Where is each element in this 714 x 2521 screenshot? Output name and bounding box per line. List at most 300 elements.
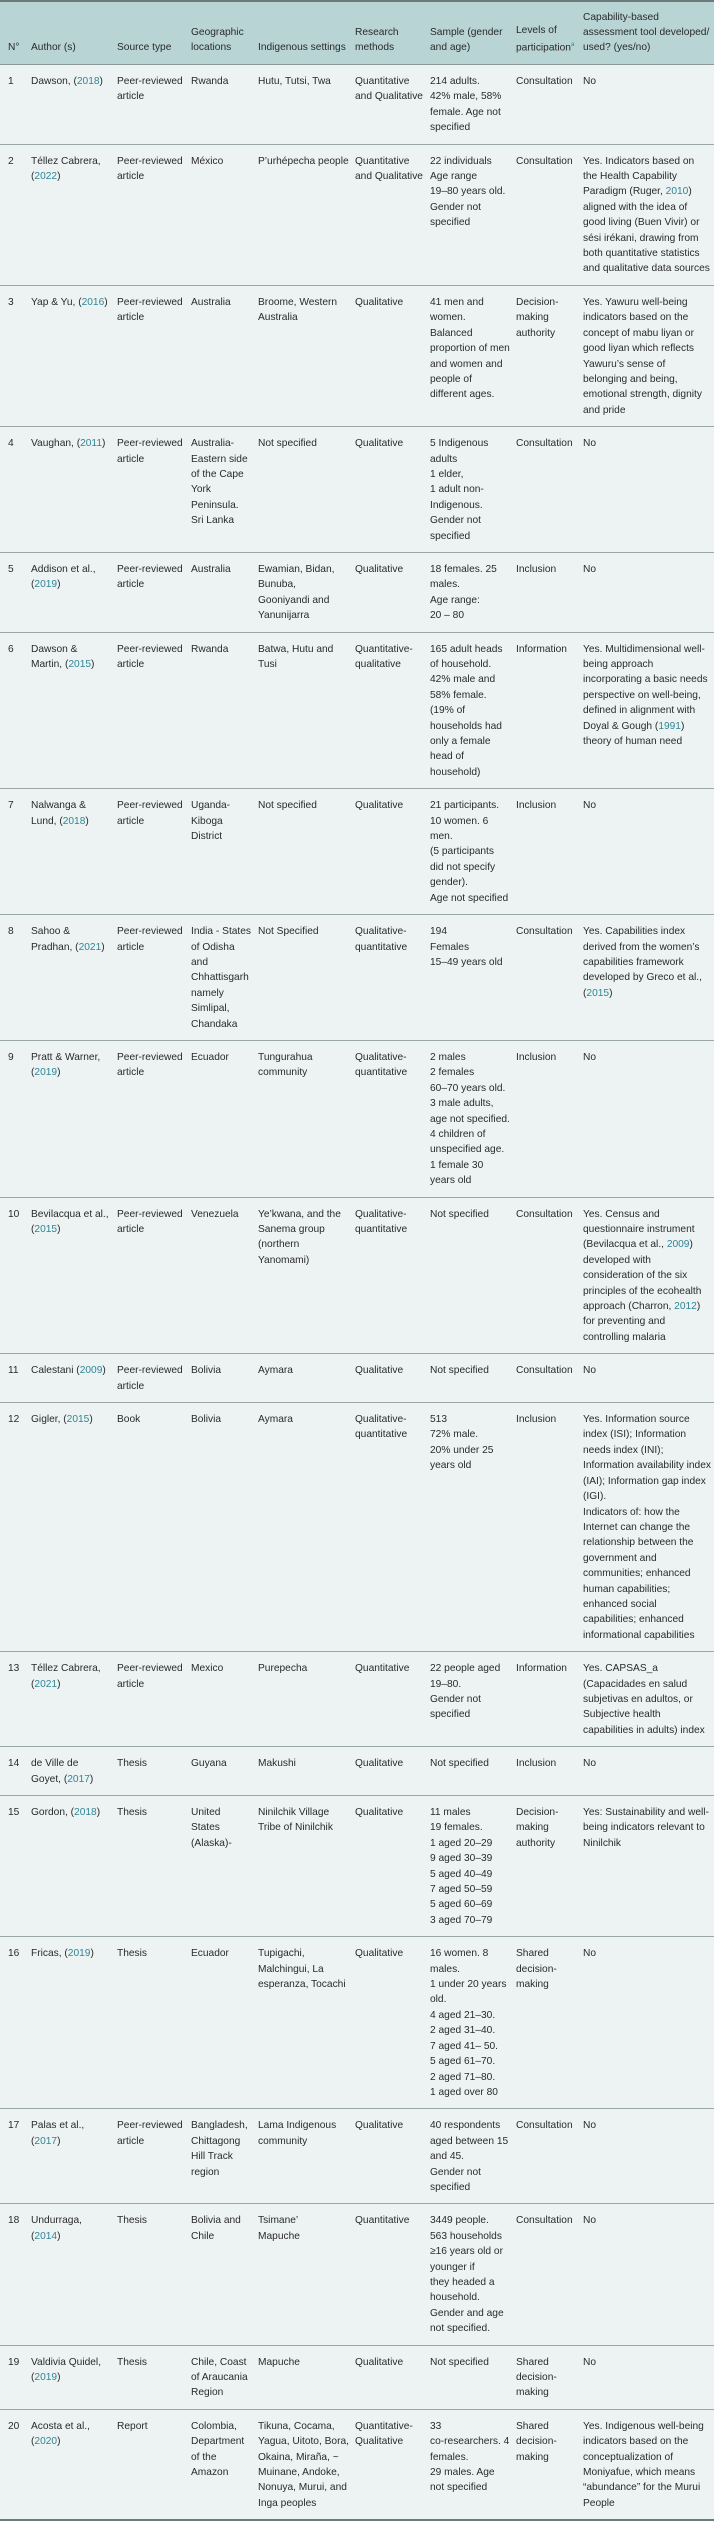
citation-year-link[interactable]: 2019: [67, 1948, 91, 1960]
indigenous-settings-cell: Broome, Western Australia: [255, 285, 352, 426]
research-methods-cell: Qualitative: [352, 1796, 427, 1937]
sample-cell: 513 72% male. 20% under 25 years old: [427, 1403, 513, 1652]
geographic-location-cell: India - States of Odisha and Chhattisgarh namely Simlipal, Chandaka: [188, 915, 255, 1041]
author-text: Téllez Cabrera, (: [31, 1663, 101, 1690]
author-cell: [28, 2109, 114, 2204]
level-of-participation-cell: Consultation: [513, 2109, 580, 2204]
research-methods-cell: Qualitative-quantitative: [352, 1197, 427, 1354]
row-number-cell: 5: [0, 552, 28, 632]
source-type-cell: Thesis: [114, 1796, 188, 1937]
author-text: Undurraga, (: [31, 2215, 82, 2242]
citation-year-link[interactable]: 2015: [34, 1224, 58, 1235]
author-text: ): [96, 1807, 101, 1818]
geographic-location-cell: Australia-Eastern side of the Cape York Peninsula. Sri Lanka: [188, 427, 255, 553]
sample-cell: 194 Females 15–49 years old: [427, 915, 513, 1041]
capability-tool-cell: [580, 2204, 714, 2345]
author-text: ): [102, 438, 106, 450]
tool-text: No: [583, 1758, 597, 1770]
capability-tool-cell: [580, 2345, 714, 2409]
citation-year-link[interactable]: 2017: [34, 2135, 58, 2147]
header-sample: Sample (gender and age): [427, 1, 513, 65]
author-cell: [28, 144, 114, 285]
tool-text: Yes. Capabilities index derived from the women’s capabilities framework developed by Greco et al., (: [583, 926, 702, 999]
geographic-location-cell: Guyana: [188, 1747, 255, 1796]
row-number-cell: 8: [0, 915, 28, 1041]
footnote-marker[interactable]: a: [570, 41, 575, 48]
sample-cell: 33 co-researchers. 4 females. 29 males. Age not specified: [430, 2420, 510, 2494]
sample-cell: 22 individuals Age range 19–80 years old. Gender not specified: [427, 144, 513, 285]
research-methods-cell: Quantitative-Qualitative: [355, 2420, 413, 2448]
author-text: ): [57, 579, 61, 591]
level-of-participation-cell: Consultation: [513, 1197, 580, 1354]
level-of-participation-cell: Inclusion: [513, 789, 580, 915]
source-type-cell: Peer-reviewed article: [114, 552, 188, 632]
tool-text: ) developed with consideration of the six principles of the ecohealth approach (Charron,: [583, 1239, 702, 1313]
row-number-cell: 19: [0, 2345, 28, 2409]
capability-tool-cell: [580, 1354, 714, 1403]
author-text: ): [102, 1365, 106, 1377]
tool-text: No: [583, 2356, 597, 2368]
level-of-participation-cell: Consultation: [513, 1354, 580, 1403]
table-row: [0, 1354, 714, 1403]
author-text: Fricas, (: [31, 1948, 68, 1960]
tool-text: Yes. Census and questionnaire instrument (Bevilacqua et al.,: [583, 1208, 695, 1251]
author-text: ): [57, 1678, 61, 1690]
author-text: Téllez Cabrera, (: [31, 155, 101, 183]
level-of-participation-cell: Inclusion: [513, 552, 580, 632]
indigenous-settings-cell: Hutu, Tutsi, Twa: [255, 65, 352, 145]
capability-tool-cell: [580, 1040, 714, 1197]
research-methods-cell: Qualitative: [352, 2109, 427, 2204]
header-research-methods: Research methods: [352, 1, 427, 65]
geographic-location-cell: Uganda-Kiboga District: [188, 789, 255, 915]
citation-year-link[interactable]: 2019: [34, 579, 58, 591]
tool-text: No: [583, 76, 597, 87]
author-text: Pratt & Warner, (: [31, 1051, 101, 1079]
citation-year-link[interactable]: 2014: [34, 2230, 58, 2242]
capability-tool-cell: [580, 2109, 714, 2204]
author-cell: [28, 789, 114, 915]
author-cell: [28, 1403, 114, 1652]
author-text: ): [57, 2230, 61, 2242]
author-text: Palas et al., (: [31, 2120, 85, 2147]
capability-tool-cell: [580, 427, 714, 553]
table-row: [0, 285, 714, 426]
research-methods-cell: Qualitative-quantitative: [352, 1040, 427, 1197]
author-text: Vaughan, (: [31, 438, 81, 450]
row-number-cell: 15: [0, 1796, 28, 1937]
author-text: ): [90, 1948, 94, 1960]
source-type-cell: Peer-reviewed article: [114, 1197, 188, 1354]
source-type-cell: Book: [114, 1403, 188, 1652]
author-cell: [28, 552, 114, 632]
sample-cell: 40 respondents aged between 15 and 45. Gender not specified: [427, 2109, 513, 2204]
author-cell: [28, 1937, 114, 2109]
capability-tool-cell: [580, 144, 714, 285]
source-type-cell: Thesis: [114, 1937, 188, 2109]
citation-year-link[interactable]: 2015: [586, 987, 610, 999]
capability-tool-cell: [580, 1403, 714, 1652]
geographic-location-cell: Bolivia: [188, 1403, 255, 1652]
sample-cell: 18 females. 25 males. Age range: 20 – 80: [427, 552, 513, 632]
sample-cell: Not specified: [427, 2345, 513, 2409]
sample-cell: 2 males 2 females 60–70 years old. 3 male adults, age not specified. 4 children of unspecified age. 1 female 30 years old: [427, 1040, 513, 1197]
author-text: Dawson & Martin, (: [31, 643, 78, 670]
author-text: Bevilacqua et al., (: [31, 1208, 109, 1235]
indigenous-settings-cell: Not specified: [255, 427, 352, 553]
tool-text: ) for preventing and controlling malaria: [583, 1301, 701, 1343]
author-text: ): [57, 171, 61, 183]
author-cell: [28, 2204, 114, 2345]
capability-tool-cell: [580, 915, 714, 1041]
tool-text: No: [583, 2215, 597, 2227]
sample-cell: 165 adult heads of household. 42% male and 58% female. (19% of households had only a female head of household): [427, 632, 513, 789]
capability-tool-cell: [580, 1747, 714, 1796]
table-row: [0, 1652, 714, 1747]
tool-text: No: [583, 1365, 597, 1377]
citation-year-link[interactable]: 2019: [34, 1067, 58, 1079]
indigenous-settings-cell: Tupigachi, Malchingui, La esperanza, Tocachi: [255, 1937, 352, 2109]
source-type-cell: Thesis: [114, 2204, 188, 2345]
author-text: Calestani (: [31, 1365, 80, 1377]
level-of-participation-cell: Shared decision-making: [513, 2345, 580, 2409]
tool-text: No: [583, 1051, 597, 1063]
tool-text: No: [583, 563, 597, 575]
citation-year-link[interactable]: 1991: [658, 720, 681, 732]
table-row: [0, 2409, 714, 2520]
table-row: [0, 2109, 714, 2204]
author-cell: [28, 1652, 114, 1747]
author-text: Gigler, (: [31, 1414, 67, 1426]
capability-tool-cell: [580, 1197, 714, 1354]
row-number-cell: 20: [8, 2420, 20, 2432]
author-cell: [28, 2345, 114, 2409]
geographic-location-cell: Rwanda: [188, 65, 255, 145]
level-of-participation-cell: Information: [513, 1652, 580, 1747]
row-number-cell: 16: [0, 1937, 28, 2109]
author-text: ): [57, 1224, 61, 1235]
tool-text: Yes. CAPSAS_a (Capacidades en salud subjetivas en adultos, or Subjective health capabilities in adults) index: [583, 1663, 705, 1736]
tool-text: No: [583, 800, 597, 812]
research-methods-cell: Quantitative: [352, 1652, 427, 1747]
source-type-cell: Thesis: [114, 1747, 188, 1796]
source-type-cell: Peer-reviewed article: [114, 144, 188, 285]
sample-cell: 11 males 19 females. 1 aged 20–29 9 aged 30–39 5 aged 40–49 7 aged 50–59 5 aged 60–69 3 aged 70–79: [427, 1796, 513, 1937]
citation-year-link[interactable]: 2018: [62, 815, 86, 827]
citation-year-link[interactable]: 2015: [66, 1414, 90, 1426]
table-row: [0, 2204, 714, 2345]
source-type-cell: Peer-reviewed article: [114, 285, 188, 426]
indigenous-settings-cell: Lama Indigenous community: [255, 2109, 352, 2204]
geographic-location-cell: Mexico: [188, 1652, 255, 1747]
indigenous-settings-cell: Tungurahua community: [255, 1040, 352, 1197]
indigenous-settings-cell: Aymara: [255, 1403, 352, 1652]
sample-cell: 16 women. 8 males. 1 under 20 years old. 4 aged 21–30. 2 aged 31–40. 7 aged 41– 50. 5 aged 61–70. 2 aged 71–80. 1 aged over 80: [427, 1937, 513, 2109]
indigenous-settings-cell: P’urhépecha people: [255, 144, 352, 285]
table-row: [0, 1197, 714, 1354]
author-text: ): [89, 1414, 93, 1426]
tool-text: ): [609, 987, 613, 999]
table-row: [0, 632, 714, 789]
research-methods-cell: Qualitative: [352, 285, 427, 426]
research-methods-cell: Quantitative: [352, 2204, 427, 2345]
geographic-location-cell: Bolivia and Chile: [188, 2204, 255, 2345]
geographic-location-cell: Bangladesh, Chittagong Hill Track region: [188, 2109, 255, 2204]
research-methods-cell: Qualitative: [352, 1354, 427, 1403]
row-number-cell: 2: [0, 144, 28, 285]
header-capability-tool: Capability-based assessment tool developed/ used? (yes/no): [580, 1, 714, 65]
row-number-cell: 3: [0, 285, 28, 426]
table-body: [0, 65, 714, 2521]
author-text: ): [89, 1773, 94, 1785]
author-text: ): [57, 2135, 61, 2147]
author-cell: [28, 1796, 114, 1937]
tool-text: Yes: Sustainability and well-being indicators relevant to Ninilchik: [583, 1807, 709, 1849]
capability-tool-cell: [580, 2409, 714, 2520]
geographic-location-cell: United States (Alaska)-: [188, 1796, 255, 1937]
source-type-cell: Peer-reviewed article: [114, 915, 188, 1041]
geographic-location-cell: Australia: [188, 552, 255, 632]
geographic-location-cell: Bolivia: [188, 1354, 255, 1403]
author-cell: [28, 1040, 114, 1197]
sample-cell: 5 Indigenous adults 1 elder, 1 adult non-Indigenous. Gender not specified: [427, 427, 513, 553]
author-text: Yap & Yu, (: [31, 296, 82, 308]
geographic-location-cell: México: [188, 144, 255, 285]
research-methods-cell: Quantitative and Qualitative: [352, 144, 427, 285]
research-methods-cell: Qualitative: [352, 427, 427, 553]
author-cell: [28, 1197, 114, 1354]
table-row: [0, 2345, 714, 2409]
capability-tool-cell: [580, 65, 714, 145]
geographic-location-cell: Ecuador: [188, 1937, 255, 2109]
row-number-cell: 1: [0, 65, 28, 145]
research-methods-cell: Qualitative-quantitative: [352, 915, 427, 1041]
geographic-location-cell: Colombia, Department of the Amazon: [191, 2420, 245, 2479]
capability-tool-cell: [580, 1937, 714, 2109]
indigenous-settings-cell: Ye’kwana, and the Sanema group (northern Yanomami): [255, 1197, 352, 1354]
level-of-participation-cell: Inclusion: [513, 1403, 580, 1652]
tool-text: Yes. Indicators based on the Health Capability Paradigm (Ruger,: [583, 155, 695, 198]
research-methods-cell: Qualitative: [352, 552, 427, 632]
table-row: [0, 427, 714, 553]
author-text: ): [104, 296, 108, 308]
citation-year-link[interactable]: 2011: [80, 438, 102, 450]
row-number-cell: 13: [0, 1652, 28, 1747]
research-methods-cell: Quantitative and Qualitative: [352, 65, 427, 145]
author-cell: [28, 427, 114, 553]
author-text: ): [57, 1067, 61, 1079]
author-text: ): [57, 2436, 61, 2448]
source-type-cell: Peer-reviewed article: [114, 1040, 188, 1197]
level-of-participation-cell: Consultation: [513, 427, 580, 553]
source-type-cell: Peer-reviewed article: [114, 65, 188, 145]
sample-cell: 3449 people. 563 households ≥16 years old or younger if they headed a household. Gender and age not specified.: [427, 2204, 513, 2345]
citation-year-link[interactable]: 2022: [34, 171, 58, 183]
level-of-participation-cell: Inclusion: [513, 1040, 580, 1197]
indigenous-settings-cell: Not Specified: [255, 915, 352, 1041]
citation-year-link[interactable]: 2009: [666, 1239, 690, 1251]
table-row: [0, 552, 714, 632]
author-text: Dawson, (: [31, 76, 77, 87]
capability-tool-cell: [580, 632, 714, 789]
table-row: [0, 915, 714, 1041]
table-row: [0, 1796, 714, 1937]
row-number-cell: 4: [0, 427, 28, 553]
author-cell: [28, 1354, 114, 1403]
sample-cell: 41 men and women. Balanced proportion of men and women and people of different ages.: [427, 285, 513, 426]
source-type-cell: Peer-reviewed article: [114, 1652, 188, 1747]
header-levels-of-participation: [513, 1, 580, 65]
row-number-cell: 9: [0, 1040, 28, 1197]
row-number-cell: 10: [0, 1197, 28, 1354]
author-text: Acosta et al., (: [31, 2420, 90, 2448]
source-type-cell: Thesis: [114, 2345, 188, 2409]
row-number-cell: 17: [0, 2109, 28, 2204]
geographic-location-cell: Rwanda: [188, 632, 255, 789]
research-methods-cell: Quantitative-qualitative: [352, 632, 427, 789]
indigenous-settings-cell: Tsimane’ Mapuche: [255, 2204, 352, 2345]
indigenous-settings-cell: Purepecha: [255, 1652, 352, 1747]
author-text: de Ville de Goyet, (: [31, 1758, 79, 1785]
header-no: N°: [0, 1, 28, 65]
level-of-participation-cell: Shared decision-making: [516, 2420, 557, 2463]
citation-year-link[interactable]: 2020: [34, 2436, 58, 2448]
author-cell: [28, 915, 114, 1041]
table-row: [0, 1937, 714, 2109]
citation-year-link[interactable]: 2015: [68, 659, 92, 670]
citation-year-link[interactable]: 2018: [74, 1807, 97, 1818]
indigenous-settings-cell: Aymara: [255, 1354, 352, 1403]
author-text: Nalwanga & Lund, (: [31, 800, 86, 827]
author-text: Gordon, (: [31, 1807, 75, 1818]
level-of-participation-cell: Decision-making authority: [513, 285, 580, 426]
level-of-participation-cell: Consultation: [513, 915, 580, 1041]
author-text: ): [85, 815, 89, 827]
tool-text: No: [583, 438, 597, 450]
citation-year-link[interactable]: 2017: [67, 1773, 90, 1785]
header-row: [0, 1, 714, 65]
author-cell: [28, 285, 114, 426]
author-cell: [28, 65, 114, 145]
citation-year-link[interactable]: 2019: [34, 2372, 58, 2383]
research-methods-cell: Qualitative: [352, 1937, 427, 2109]
author-text: Sahoo & Pradhan, (: [31, 926, 79, 953]
geographic-location-cell: Australia: [188, 285, 255, 426]
capability-tool-cell: [580, 285, 714, 426]
indigenous-settings-cell: Not specified: [255, 789, 352, 915]
author-text: Valdivia Quidel, (: [31, 2356, 102, 2383]
header-author: Author (s): [28, 1, 114, 65]
row-number-cell: 14: [0, 1747, 28, 1796]
research-methods-cell: Qualitative: [352, 789, 427, 915]
header-indigenous-settings: Indigenous settings: [255, 1, 352, 65]
table-header: [0, 1, 714, 65]
sample-cell: Not specified: [427, 1747, 513, 1796]
author-cell: [28, 632, 114, 789]
source-type-cell: Peer-reviewed article: [114, 632, 188, 789]
tool-text: Yes. Multidimensional well-being approach incorporating a basic needs perspective on well-being, defined in alignment with Doyal & Gough (: [583, 643, 708, 732]
author-text: ): [91, 659, 95, 670]
tool-text: Yes. Indigenous well-being indicators based on the conceptualization of Moniyafue, which means “abundance” for the Murui People: [583, 2420, 704, 2509]
geographic-location-cell: Ecuador: [188, 1040, 255, 1197]
geographic-location-cell: Chile, Coast of Araucania Region: [188, 2345, 255, 2409]
tool-text: ) theory of human need: [583, 720, 685, 748]
author-text: ): [57, 2372, 61, 2383]
level-of-participation-cell: Information: [513, 632, 580, 789]
indigenous-settings-cell: Makushi: [255, 1747, 352, 1796]
citation-year-link[interactable]: 2021: [34, 1678, 58, 1690]
tool-text: Yes. Information source index (ISI); Information needs index (INI); Information availability index (IAI); Information gap index (IGI). Indicators of: how the Internet can change the relationship between the government and communities; enhanced human capabilities; enhanced social capabilities; enhanced informational capabilities: [583, 1414, 711, 1641]
citation-year-link[interactable]: 2009: [79, 1365, 103, 1377]
indigenous-settings-cell: Batwa, Hutu and Tusi: [255, 632, 352, 789]
research-methods-cell: Qualitative: [352, 2345, 427, 2409]
indigenous-settings-cell: Ninilchik Village Tribe of Ninilchik: [255, 1796, 352, 1937]
level-of-participation-cell: Consultation: [513, 2204, 580, 2345]
table-row: [0, 65, 714, 145]
source-type-cell: Peer-reviewed article: [114, 2109, 188, 2204]
citation-year-link[interactable]: 2010: [665, 186, 689, 198]
capability-tool-cell: [580, 1652, 714, 1747]
header-levels-label: Levels of participation: [516, 24, 571, 53]
source-type-cell: Report: [117, 2420, 148, 2432]
author-cell: [28, 2409, 114, 2520]
indigenous-settings-cell: Mapuche: [255, 2345, 352, 2409]
header-geographic-locations: Geographic locations: [188, 1, 255, 65]
geographic-location-cell: Venezuela: [188, 1197, 255, 1354]
capability-tool-cell: [580, 789, 714, 915]
citation-year-link[interactable]: 2018: [76, 76, 100, 87]
source-type-cell: Peer-reviewed article: [114, 1354, 188, 1403]
header-source-type: Source type: [114, 1, 188, 65]
research-methods-cell: Qualitative-quantitative: [352, 1403, 427, 1652]
sample-cell: Not specified: [427, 1354, 513, 1403]
row-number-cell: 7: [0, 789, 28, 915]
tool-text: No: [583, 1948, 597, 1960]
table-row: [0, 1040, 714, 1197]
row-number-cell: 12: [0, 1403, 28, 1652]
source-type-cell: Peer-reviewed article: [114, 789, 188, 915]
citation-year-link[interactable]: 2012: [674, 1301, 697, 1313]
table-row: [0, 1403, 714, 1652]
research-methods-cell: Qualitative: [352, 1747, 427, 1796]
author-cell: [28, 1747, 114, 1796]
tool-text: ) aligned with the idea of good living (Buen Vivir) or sési irékani, drawing from both quantitative statistics and qualitative data sources: [583, 186, 710, 275]
capability-tool-cell: [580, 1796, 714, 1937]
sample-cell: 214 adults. 42% male, 58% female. Age not specified: [427, 65, 513, 145]
table-row: [0, 144, 714, 285]
sample-cell: Not specified: [427, 1197, 513, 1354]
level-of-participation-cell: Shared decision-making: [513, 1937, 580, 2109]
author-text: ): [99, 76, 103, 87]
indigenous-settings-cell: Tikuna, Cocama, Yagua, Uitoto, Bora, Okaina, Miraña, ~ Muinane, Andoke, Nonuya, Murui, and Inga peoples: [258, 2420, 349, 2509]
level-of-participation-cell: Consultation: [513, 144, 580, 285]
citation-year-link[interactable]: 2016: [81, 296, 105, 308]
level-of-participation-cell: Decision-making authority: [513, 1796, 580, 1937]
row-number-cell: 18: [0, 2204, 28, 2345]
tool-text: No: [583, 2120, 597, 2132]
tool-text: Yes. Yawuru well-being indicators based on the concept of mabu liyan or good liyan which reflects Yawuru’s sense of belonging and being, emotional strength, dignity and pride: [583, 296, 702, 416]
level-of-participation-cell: Inclusion: [513, 1747, 580, 1796]
capability-tool-cell: [580, 552, 714, 632]
row-number-cell: 6: [0, 632, 28, 789]
indigenous-settings-cell: Ewamian, Bidan, Bunuba, Gooniyandi and Yanunijarra: [255, 552, 352, 632]
level-of-participation-cell: Consultation: [513, 65, 580, 145]
table-row: [0, 789, 714, 915]
source-type-cell: Peer-reviewed article: [114, 427, 188, 553]
citation-year-link[interactable]: 2021: [78, 941, 102, 953]
sample-cell: 21 participants. 10 women. 6 men. (5 participants did not specify gender). Age not specified: [427, 789, 513, 915]
author-text: ): [101, 941, 105, 953]
